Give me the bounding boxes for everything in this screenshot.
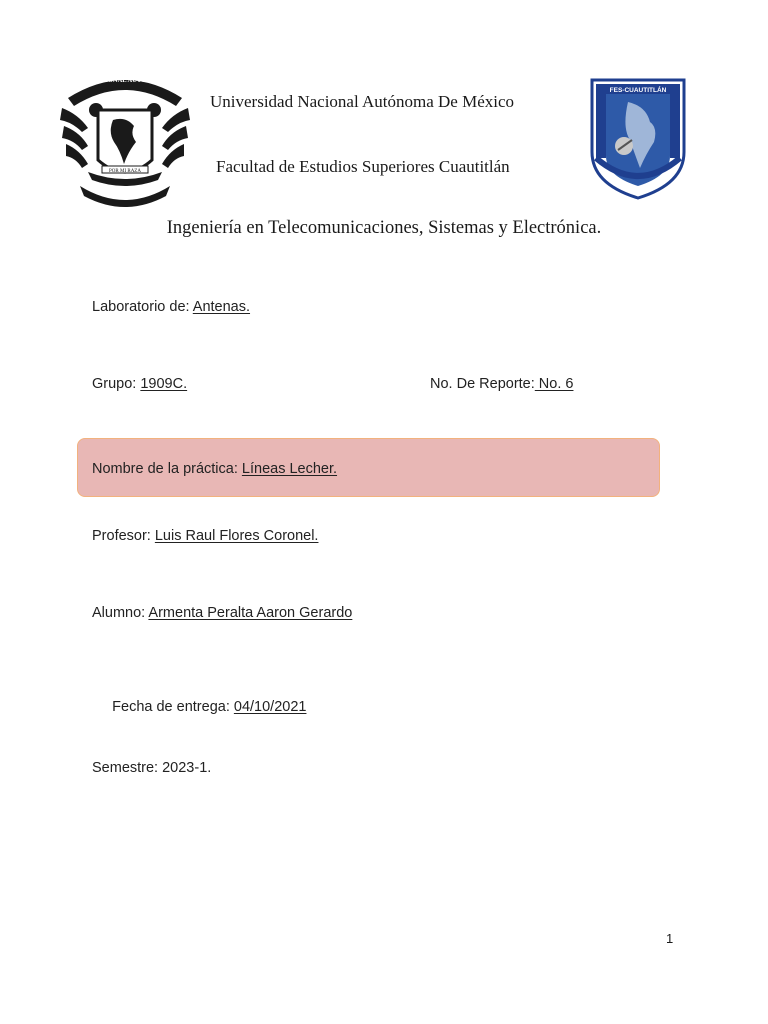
group-value: 1909C. [140,376,188,392]
semester-label: Semestre: 2023-1. [92,760,212,776]
professor-label: Profesor: [92,528,155,544]
student-label: Alumno: [92,605,149,621]
practice-value: Líneas Lecher. [241,461,338,477]
professor-value: Luis Raul Flores Coronel. [154,528,319,544]
practice-field [92,461,337,477]
practice-label: Nombre de la práctica: [92,461,242,477]
report-field [430,376,573,392]
student-field [92,605,352,621]
group-label: Grupo: [92,376,141,392]
lab-value: Antenas. [192,299,251,315]
report-label: No. De Reporte: [430,376,535,392]
unam-logo [43,68,207,210]
university-name: Universidad Nacional Autónoma De México [210,92,515,111]
lab-label: Laboratorio de: [92,299,193,315]
svg-text:FES-CUAUTITLÁN: FES-CUAUTITLÁN [609,87,667,94]
semester-field [92,760,211,776]
date-value: 04/10/2021 [233,699,307,715]
report-value: No. 6 [534,376,574,392]
date-label: Fecha de entrega: [108,699,234,715]
career-title: Ingeniería en Telecomunicaciones, Sistemas y Electrónica. [166,218,602,238]
svg-text:UNIVERSIDAD NACIONAL AUTÓNOMA: UNIVERSIDAD NACIONAL AUTÓNOMA DE MÉXICO [43,77,207,84]
student-value: Armenta Peralta Aaron Gerardo [148,605,353,621]
lab-field [92,299,250,315]
faculty-name: Facultad de Estudios Superiores Cuautitlán [216,157,510,176]
page-number: 1 [666,931,674,946]
svg-text:POR MI RAZA: POR MI RAZA [109,169,141,174]
professor-field [92,528,318,544]
fes-cuautitlan-logo [588,76,688,200]
group-field [92,376,187,392]
date-field [92,683,306,731]
